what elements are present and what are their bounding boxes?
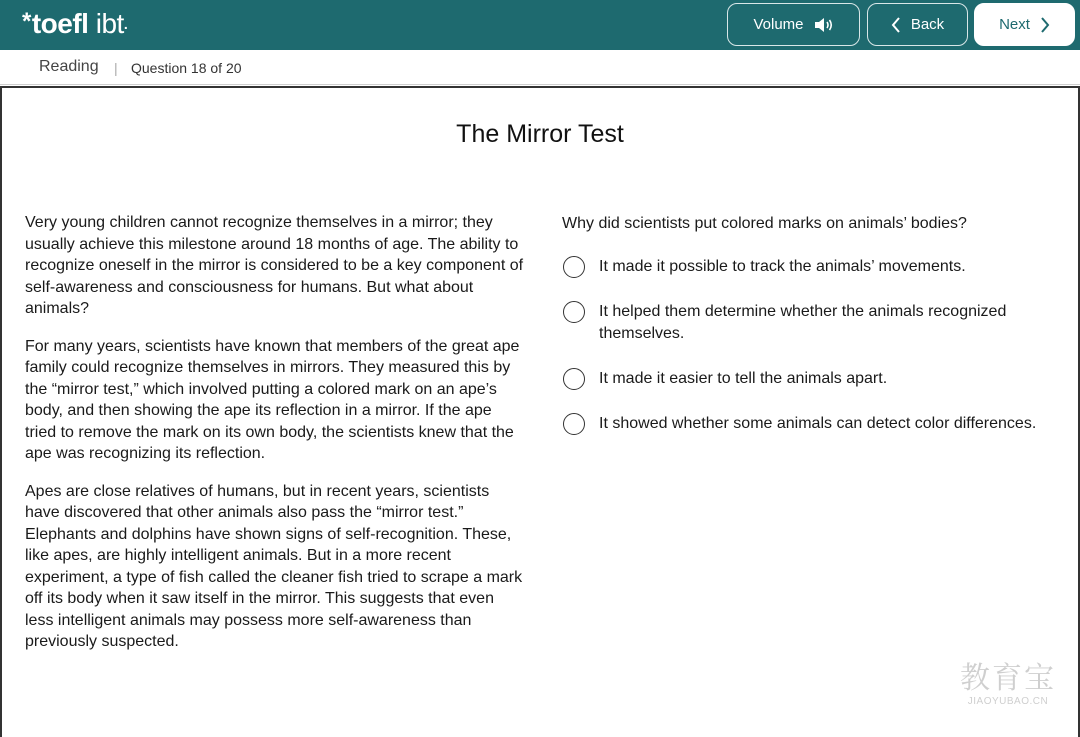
back-label: Back [910, 16, 945, 33]
chevron-right-icon [1040, 17, 1050, 33]
question-prompt: Why did scientists put colored marks on animals’ bodies? [562, 215, 967, 232]
answer-option-label: It made it easier to tell the animals apart. [599, 370, 888, 387]
radio-button[interactable] [563, 368, 585, 390]
next-label: Next [999, 16, 1030, 33]
chevron-left-icon [891, 17, 901, 33]
radio-button[interactable] [563, 301, 585, 323]
passage-paragraph: For many years, scientists have known that members of the great ape family could recognize themselves in mirrors. They measured this by the “mirror test,” which involved putting a colored mark on an ape’s body, and then showing the ape its reflection in a mirror. If the ape tried to remove the mark on its own body, the scientists knew that the ape was recognizing its reflection. [25, 337, 520, 462]
answer-option-label: It showed whether some animals can detect color differences. [599, 415, 1037, 432]
radio-button[interactable] [563, 413, 585, 435]
logo-ibt: ibt [95, 8, 124, 39]
answer-option[interactable] [563, 301, 1054, 344]
speaker-icon [814, 17, 834, 33]
answer-option[interactable] [563, 256, 1054, 278]
answer-option-label: It helped them determine whether the animals recognized themselves. [599, 303, 1007, 342]
logo-word: toefl [31, 8, 89, 39]
logo-dot: . [123, 16, 128, 32]
status-divider: | [114, 60, 118, 76]
back-button[interactable] [867, 3, 968, 46]
status-bar [0, 50, 1080, 85]
toefl-logo [22, 6, 127, 42]
passage-paragraph: Apes are close relatives of humans, but in recent years, scientists have discovered that other animals also pass the “mirror test.” Elephants and dolphins have shown signs of self-recognition. These, like apes, are highly intelligent animals. But in a more recent experiment, a type of fish called the cleaner fish tried to scrape a mark off its body when it saw itself in the mirror. This suggests that even less intelligent animals may possess more self-awareness than previously suspected. [25, 482, 523, 650]
question-counter: Question 18 of 20 [131, 60, 242, 76]
site-watermark [948, 662, 1068, 707]
radio-button[interactable] [563, 256, 585, 278]
top-bar [0, 0, 1080, 50]
passage-paragraph: Very young children cannot recognize themselves in a mirror; they usually achieve this milestone around 18 months of age. The ability to recognize oneself in the mirror is considered to be a key component of self-awareness and consciousness for humans. But what about animals? [25, 214, 524, 317]
answer-option-label: It made it possible to track the animals’ movements. [599, 258, 966, 275]
reading-passage[interactable] [25, 212, 525, 669]
passage-title: The Mirror Test [456, 120, 624, 148]
watermark-domain: JIAOYUBAO.CN [967, 696, 1049, 707]
logo-star: * [22, 8, 31, 35]
section-name: Reading [39, 58, 99, 75]
answer-option[interactable] [563, 368, 1054, 390]
volume-label: Volume [753, 16, 804, 33]
volume-button[interactable] [727, 3, 860, 46]
next-button[interactable] [974, 3, 1075, 46]
answer-option[interactable] [563, 413, 1054, 435]
watermark-text: 教育宝 [960, 661, 1056, 696]
